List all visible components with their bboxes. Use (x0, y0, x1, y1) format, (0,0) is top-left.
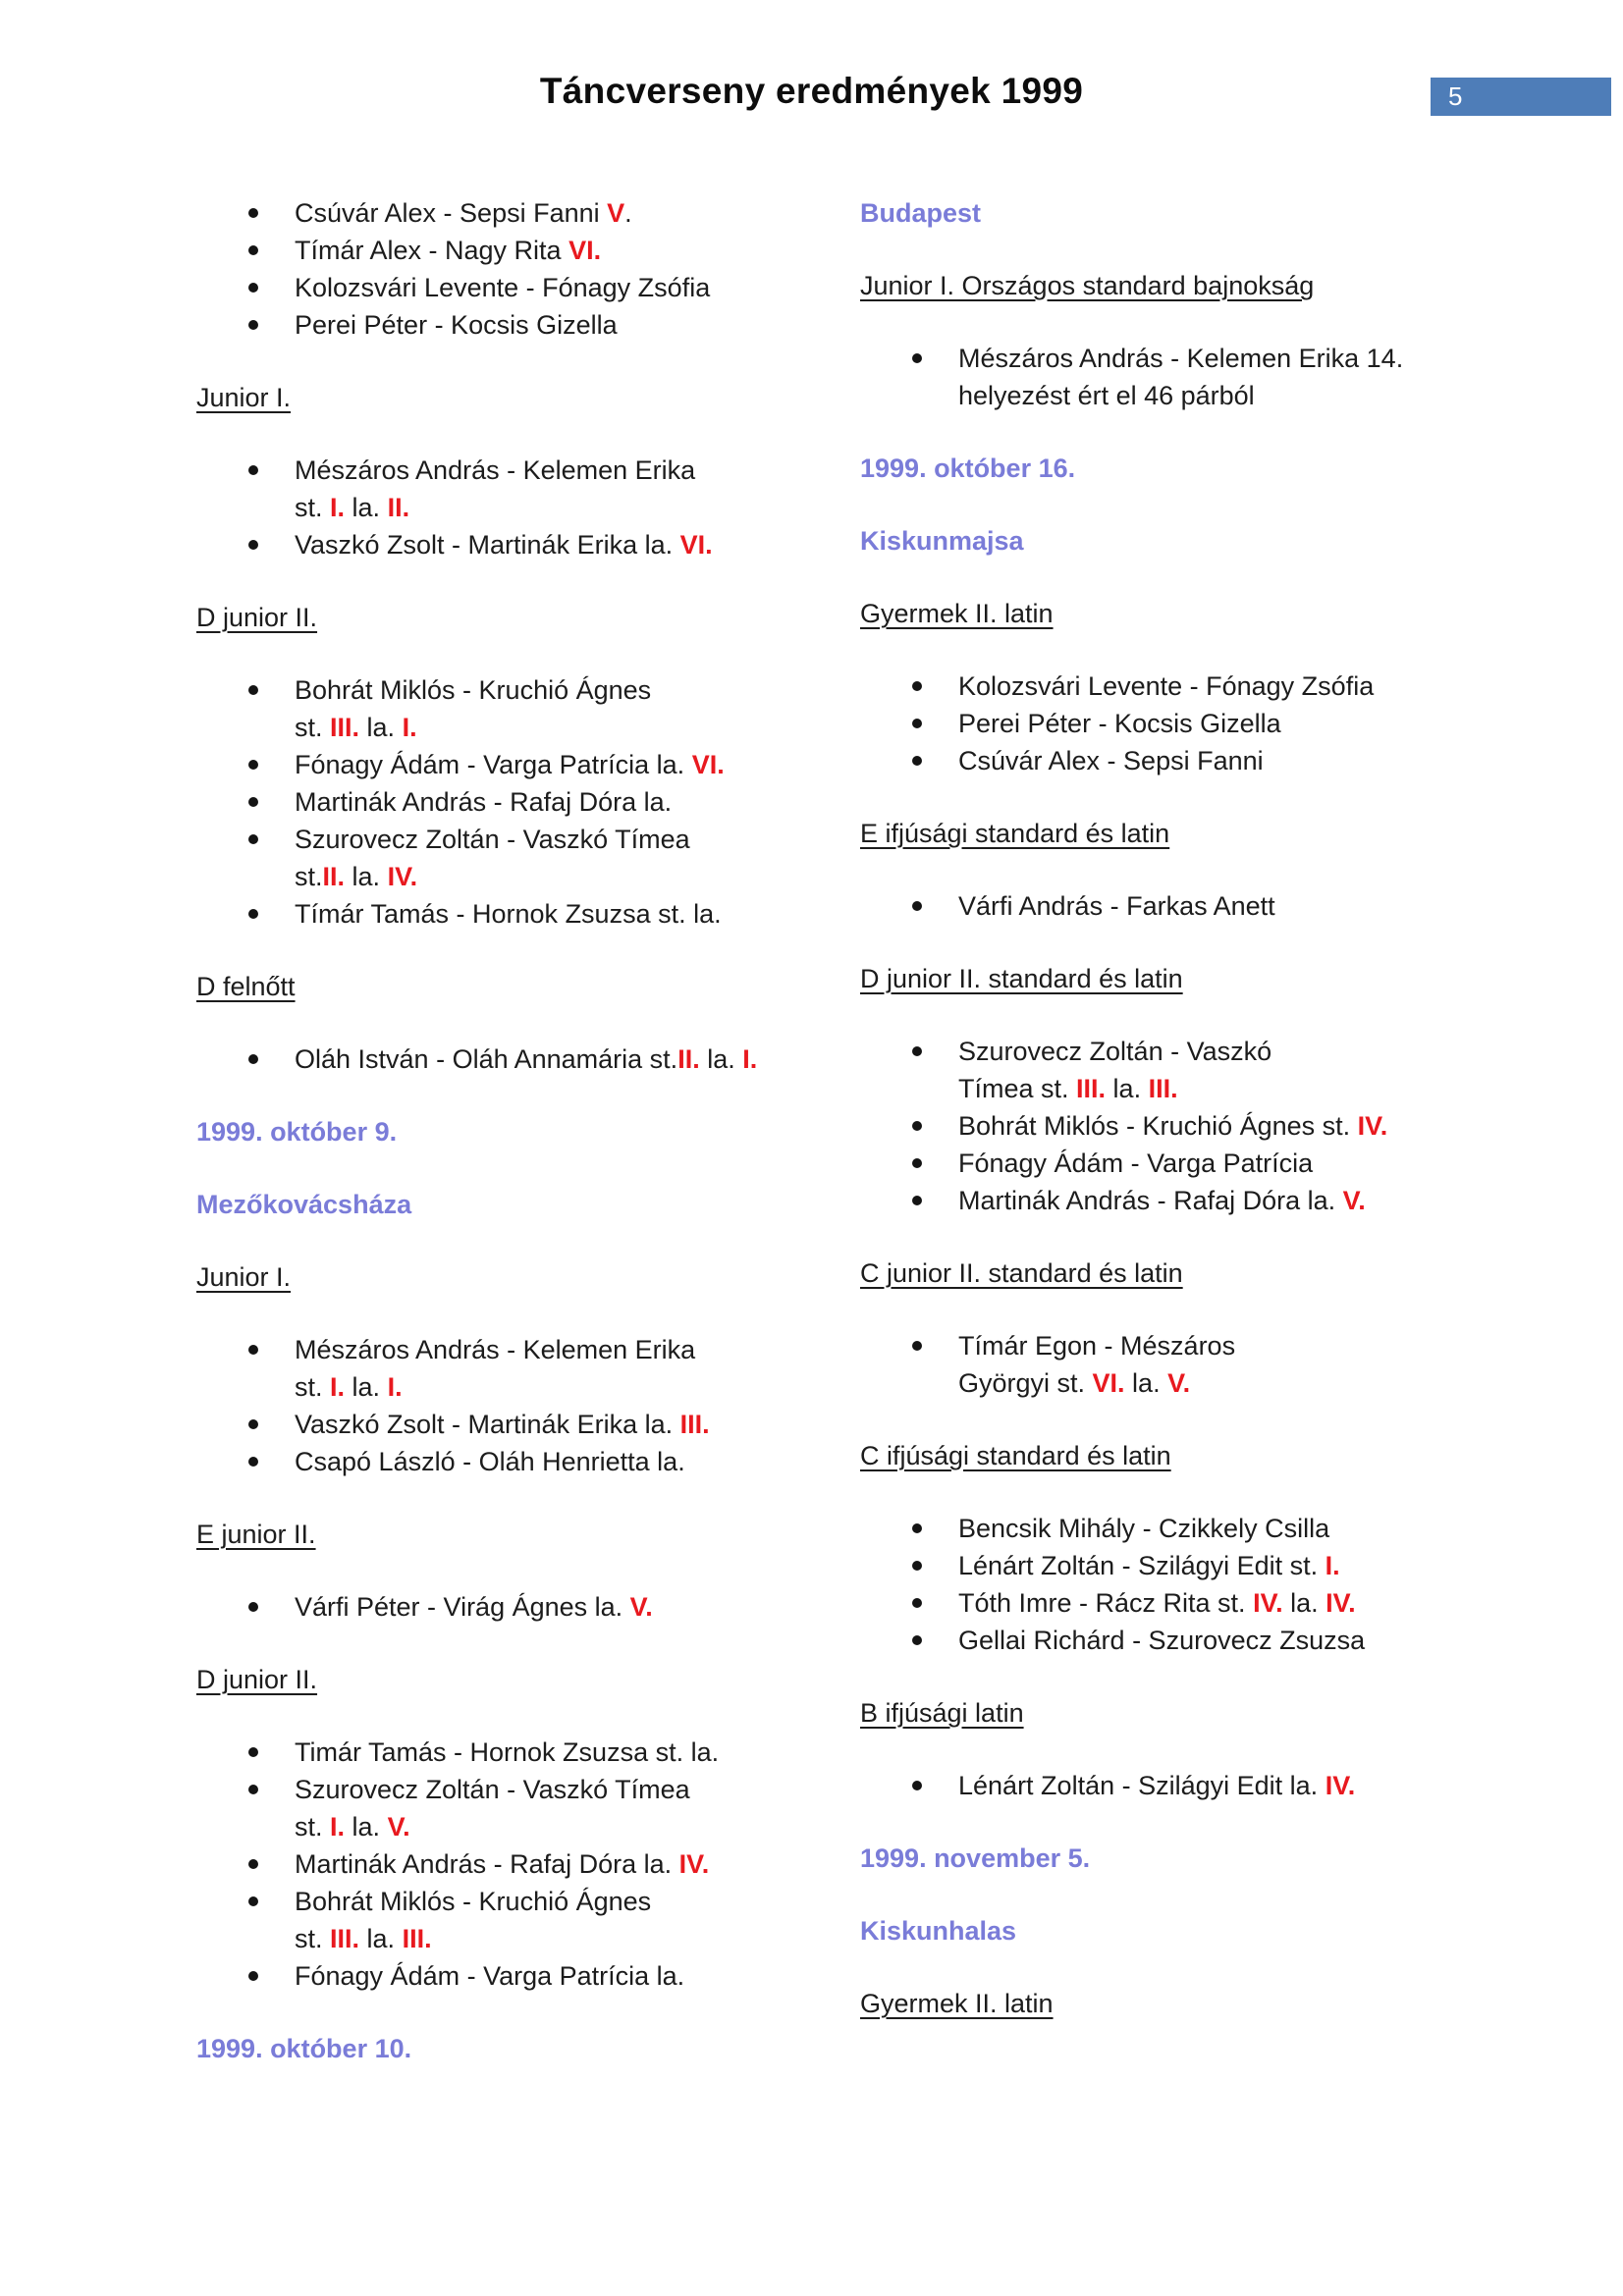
result-text: Martinák András - Rafaj Dóra la. (958, 1186, 1343, 1215)
result-line-continued (295, 709, 839, 746)
result-line (958, 1547, 1493, 1584)
result-line (295, 821, 839, 858)
result-list (860, 1510, 1493, 1659)
result-text: Szurovecz Zoltán - Vaszkó Tímea (295, 825, 690, 854)
result-text: Csúvár Alex - Sepsi Fanni (295, 198, 608, 228)
bullet-icon (912, 1196, 922, 1205)
result-text: la. (699, 1044, 743, 1074)
section-heading: E ifjúsági standard és latin (860, 819, 1170, 848)
page-number-badge (1431, 78, 1611, 116)
section-heading: C ifjúsági standard és latin (860, 1441, 1171, 1470)
page-number: 5 (1448, 81, 1463, 111)
result-line (295, 1771, 839, 1808)
result-item (196, 1588, 839, 1626)
result-item (860, 1584, 1493, 1622)
bullet-icon (248, 245, 258, 255)
result-line (295, 895, 839, 933)
result-item (196, 746, 839, 783)
result-line (295, 1845, 839, 1883)
event-city: Kiskunmajsa (860, 526, 1024, 556)
result-rank: I. (330, 1372, 346, 1402)
result-rank: I. (387, 1372, 403, 1402)
result-text: Fónagy Ádám - Varga Patrícia la. (295, 750, 692, 779)
result-line (958, 1145, 1493, 1182)
bullet-icon (912, 901, 922, 911)
event-date: 1999. november 5. (860, 1843, 1091, 1873)
event-city: Mezőkovácsháza (196, 1190, 412, 1219)
result-item (860, 340, 1493, 414)
result-text: Tímea st. (958, 1074, 1077, 1103)
bullet-icon (248, 1457, 258, 1467)
result-text: Györgyi st. (958, 1368, 1093, 1398)
result-item (860, 1327, 1493, 1402)
result-text: Bohrát Miklós - Kruchió Ágnes (295, 1887, 652, 1916)
result-line (295, 1957, 839, 1995)
result-item (860, 1510, 1493, 1547)
bullet-icon (248, 1602, 258, 1612)
result-item (196, 269, 839, 306)
result-text: Bencsik Mihály - Czikkely Csilla (958, 1514, 1330, 1543)
result-text: la. (1106, 1074, 1149, 1103)
result-text: st. (295, 862, 323, 891)
result-item (860, 887, 1493, 925)
result-text: Martinák András - Rafaj Dóra la. (295, 787, 673, 817)
result-list (196, 671, 839, 933)
result-line (958, 742, 1493, 779)
result-text: Vaszkó Zsolt - Martinák Erika la. (295, 1410, 680, 1439)
result-rank: V. (1342, 1186, 1366, 1215)
result-item (860, 1145, 1493, 1182)
result-line (295, 1588, 839, 1626)
result-line-continued (295, 1368, 839, 1406)
result-line (295, 1041, 839, 1078)
result-item (196, 671, 839, 746)
result-line (295, 269, 839, 306)
result-line (295, 1406, 839, 1443)
result-rank: I. (402, 713, 417, 742)
result-text: st. (295, 1372, 331, 1402)
result-text: Timár Tamás - Hornok Zsuzsa st. la. (295, 1737, 720, 1767)
result-item (860, 667, 1493, 705)
result-line-continued (958, 1070, 1493, 1107)
bullet-icon (912, 681, 922, 691)
section-heading: D felnőtt (196, 972, 296, 1001)
result-list (196, 194, 839, 344)
result-list (860, 887, 1493, 925)
result-text: Bohrát Miklós - Kruchió Ágnes st. (958, 1111, 1358, 1141)
result-text: Csapó László - Oláh Henrietta la. (295, 1447, 685, 1476)
result-rank: VI. (1092, 1368, 1125, 1398)
section-heading: D junior II. (196, 603, 318, 632)
result-line (295, 1734, 839, 1771)
result-line-continued (958, 377, 1493, 414)
result-text: Mészáros András - Kelemen Erika (295, 1335, 696, 1364)
result-item (860, 1182, 1493, 1219)
section-heading: Junior I. Országos standard bajnokság (860, 271, 1315, 300)
result-list (860, 1767, 1493, 1804)
result-list (196, 1041, 839, 1078)
bullet-icon (912, 1158, 922, 1168)
result-list (196, 1588, 839, 1626)
result-line (958, 1510, 1493, 1547)
event-city: Budapest (860, 198, 982, 228)
result-rank: IV. (1253, 1588, 1283, 1618)
result-line (958, 705, 1493, 742)
result-line (295, 526, 839, 563)
section-heading: Junior I. (196, 1262, 292, 1292)
result-item (196, 1734, 839, 1771)
result-line (295, 1443, 839, 1480)
result-line (295, 452, 839, 489)
section-heading: Gyermek II. latin (860, 599, 1054, 628)
result-item (860, 1107, 1493, 1145)
result-rank: III. (679, 1410, 710, 1439)
bullet-icon (248, 540, 258, 550)
result-line-continued (958, 1364, 1493, 1402)
result-rank: II. (677, 1044, 700, 1074)
result-line (958, 1033, 1493, 1070)
result-text: Fónagy Ádám - Varga Patrícia (958, 1148, 1314, 1178)
result-item (860, 705, 1493, 742)
bullet-icon (248, 1859, 258, 1869)
result-text: Gellai Richárd - Szurovecz Zsuzsa (958, 1626, 1366, 1655)
result-item (860, 1547, 1493, 1584)
result-text: . (624, 198, 632, 228)
result-rank: VI. (679, 530, 713, 560)
bullet-icon (248, 1345, 258, 1355)
event-date: 1999. október 10. (196, 2034, 412, 2063)
result-rank: V. (1167, 1368, 1191, 1398)
result-text: Mészáros András - Kelemen Erika 14. (958, 344, 1404, 373)
bullet-icon (248, 320, 258, 330)
left-column (196, 194, 839, 2103)
result-item (196, 194, 839, 232)
result-text: Kolozsvári Levente - Fónagy Zsófia (958, 671, 1375, 701)
result-line (295, 306, 839, 344)
result-line (295, 194, 839, 232)
result-rank: II. (387, 493, 410, 522)
bullet-icon (248, 208, 258, 218)
result-item (860, 1767, 1493, 1804)
result-text: Tímár Tamás - Hornok Zsuzsa st. la. (295, 899, 722, 929)
result-line (295, 746, 839, 783)
result-item (196, 232, 839, 269)
result-text: Várfi András - Farkas Anett (958, 891, 1275, 921)
result-text: Perei Péter - Kocsis Gizella (958, 709, 1281, 738)
bullet-icon (248, 1054, 258, 1064)
result-line (958, 1327, 1493, 1364)
bullet-icon (912, 1046, 922, 1056)
result-rank: VI. (691, 750, 725, 779)
bullet-icon (248, 797, 258, 807)
result-text: la. (1124, 1368, 1168, 1398)
bullet-icon (912, 1121, 922, 1131)
result-rank: III. (330, 1924, 360, 1953)
result-item (196, 1406, 839, 1443)
bullet-icon (248, 283, 258, 293)
bullet-icon (912, 1635, 922, 1645)
result-text: Martinák András - Rafaj Dóra la. (295, 1849, 679, 1879)
bullet-icon (248, 465, 258, 475)
result-text: Tóth Imre - Rácz Rita st. (958, 1588, 1254, 1618)
result-line (958, 1584, 1493, 1622)
result-item (196, 821, 839, 895)
result-line (958, 340, 1493, 377)
result-text: Bohrát Miklós - Kruchió Ágnes (295, 675, 652, 705)
result-line (958, 1182, 1493, 1219)
result-rank: V. (387, 1812, 410, 1842)
result-list (860, 1033, 1493, 1219)
result-rank: II. (322, 862, 346, 891)
result-rank: IV. (387, 862, 418, 891)
result-line (295, 1883, 839, 1920)
result-item (860, 1622, 1493, 1659)
bullet-icon (912, 1341, 922, 1351)
section-heading: D junior II. standard és latin (860, 964, 1183, 993)
result-item (196, 895, 839, 933)
event-city: Kiskunhalas (860, 1916, 1017, 1946)
result-rank: I. (742, 1044, 758, 1074)
bullet-icon (912, 1561, 922, 1571)
bullet-icon (248, 1747, 258, 1757)
result-text: Lénárt Zoltán - Szilágyi Edit la. (958, 1771, 1325, 1800)
result-item (196, 452, 839, 526)
result-text: la. (345, 862, 388, 891)
result-line (958, 1622, 1493, 1659)
result-rank: I. (330, 1812, 346, 1842)
bullet-icon (248, 685, 258, 695)
section-heading: Junior I. (196, 383, 292, 412)
result-rank: IV. (1325, 1771, 1356, 1800)
result-text: la. (345, 1812, 388, 1842)
result-rank: III. (1076, 1074, 1107, 1103)
result-item (196, 1331, 839, 1406)
bullet-icon (248, 1896, 258, 1906)
bullet-icon (248, 834, 258, 844)
bullet-icon (912, 1781, 922, 1790)
result-text: helyezést ért el 46 párból (958, 381, 1255, 410)
result-item (860, 742, 1493, 779)
result-line (295, 232, 839, 269)
result-line (295, 671, 839, 709)
result-item (196, 1041, 839, 1078)
result-text: st. (295, 493, 331, 522)
result-text: st. (295, 713, 331, 742)
result-line (958, 667, 1493, 705)
result-item (196, 1957, 839, 1995)
result-rank: V (607, 198, 625, 228)
result-rank: IV. (678, 1849, 710, 1879)
result-rank: VI. (568, 236, 602, 265)
result-list (196, 1331, 839, 1480)
result-rank: V. (629, 1592, 653, 1622)
bullet-icon (912, 756, 922, 766)
section-heading: C junior II. standard és latin (860, 1258, 1183, 1288)
result-line (295, 783, 839, 821)
result-text: la. (359, 1924, 403, 1953)
result-text: Várfi Péter - Virág Ágnes la. (295, 1592, 630, 1622)
section-heading: Gyermek II. latin (860, 1989, 1054, 2018)
result-line (295, 1331, 839, 1368)
result-text: st. (295, 1924, 331, 1953)
result-line (958, 887, 1493, 925)
bullet-icon (912, 1598, 922, 1608)
result-list (196, 452, 839, 563)
result-rank: III. (402, 1924, 432, 1953)
bullet-icon (912, 353, 922, 363)
result-list (860, 340, 1493, 414)
result-rank: III. (1148, 1074, 1178, 1103)
section-heading: D junior II. (196, 1665, 318, 1694)
bullet-icon (248, 909, 258, 919)
result-list (860, 1327, 1493, 1402)
result-text: Kolozsvári Levente - Fónagy Zsófia (295, 273, 711, 302)
result-item (196, 1883, 839, 1957)
result-item (196, 1443, 839, 1480)
result-text: Tímár Egon - Mészáros (958, 1331, 1236, 1361)
result-list (860, 667, 1493, 779)
result-text: Oláh István - Oláh Annamária st. (295, 1044, 678, 1074)
result-item (196, 1771, 839, 1845)
result-text: la. (1282, 1588, 1326, 1618)
result-rank: I. (1325, 1551, 1340, 1580)
result-text: la. (359, 713, 403, 742)
event-date: 1999. október 9. (196, 1117, 398, 1147)
result-line-continued (295, 1920, 839, 1957)
result-text: Perei Péter - Kocsis Gizella (295, 310, 618, 340)
result-text: Tímár Alex - Nagy Rita (295, 236, 569, 265)
result-text: Mészáros András - Kelemen Erika (295, 455, 696, 485)
result-text: la. (345, 493, 388, 522)
result-item (196, 783, 839, 821)
result-rank: IV. (1357, 1111, 1388, 1141)
bullet-icon (248, 760, 258, 770)
result-rank: III. (330, 713, 360, 742)
bullet-icon (248, 1419, 258, 1429)
result-text: Vaszkó Zsolt - Martinák Erika la. (295, 530, 680, 560)
result-list (196, 1734, 839, 1995)
result-text: Fónagy Ádám - Varga Patrícia la. (295, 1961, 685, 1991)
event-date: 1999. október 16. (860, 454, 1076, 483)
result-item (196, 1845, 839, 1883)
result-rank: IV. (1325, 1588, 1356, 1618)
bullet-icon (912, 1523, 922, 1533)
result-line-continued (295, 1808, 839, 1845)
result-text: Csúvár Alex - Sepsi Fanni (958, 746, 1264, 775)
result-line (958, 1767, 1493, 1804)
section-heading: E junior II. (196, 1520, 316, 1549)
right-column (860, 194, 1493, 2057)
result-item (196, 526, 839, 563)
result-text: st. (295, 1812, 331, 1842)
section-heading: B ifjúsági latin (860, 1698, 1024, 1728)
result-item (860, 1033, 1493, 1107)
result-text: Szurovecz Zoltán - Vaszkó Tímea (295, 1775, 690, 1804)
bullet-icon (248, 1971, 258, 1981)
bullet-icon (248, 1785, 258, 1794)
result-text: Szurovecz Zoltán - Vaszkó (958, 1037, 1272, 1066)
result-line-continued (295, 858, 839, 895)
result-line-continued (295, 489, 839, 526)
page-title: Táncverseny eredmények 1999 (539, 71, 1084, 111)
result-text: Lénárt Zoltán - Szilágyi Edit st. (958, 1551, 1325, 1580)
result-line (958, 1107, 1493, 1145)
result-text: la. (345, 1372, 388, 1402)
result-item (196, 306, 839, 344)
bullet-icon (912, 719, 922, 728)
result-rank: I. (330, 493, 346, 522)
